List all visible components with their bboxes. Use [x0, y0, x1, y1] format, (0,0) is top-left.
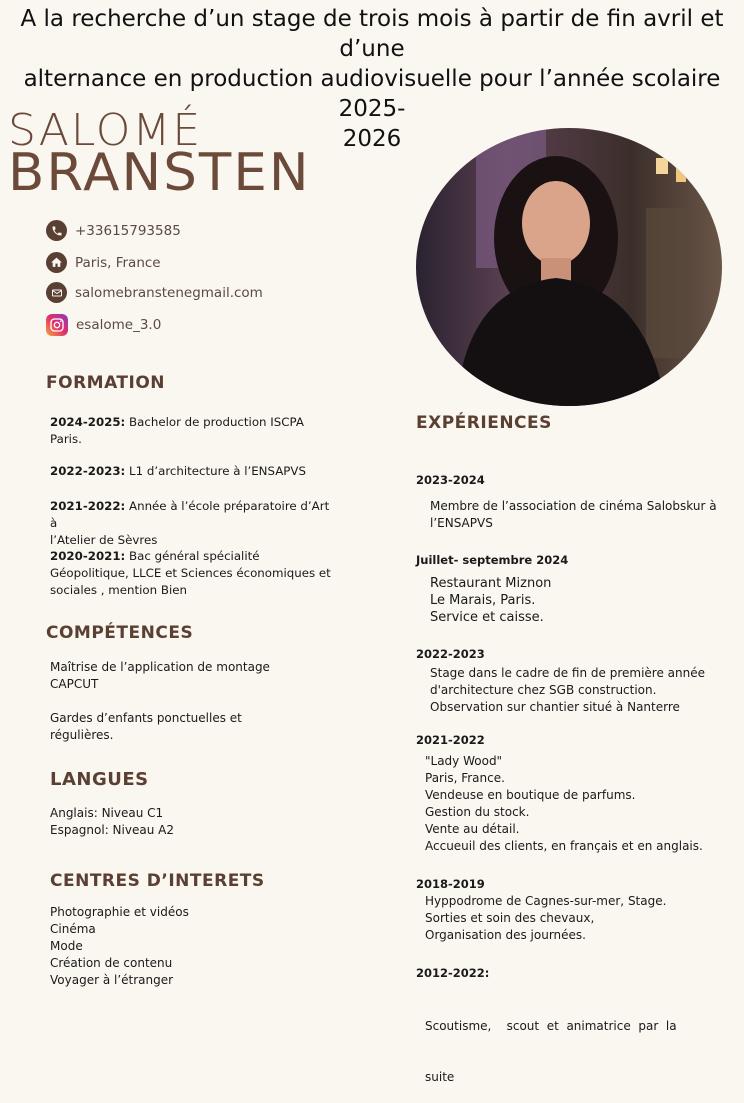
headline-line-3: 2026: [342, 126, 402, 152]
list-item: régulières.: [50, 728, 114, 742]
experience-line: suite: [425, 1070, 455, 1084]
experience-line: Vente au détail.: [425, 822, 520, 836]
experience-period: 2022-2023: [416, 647, 485, 661]
headline-line-2: alternance en production audiovisuelle pour l’année scolaire 2025-: [23, 66, 721, 122]
list-item: Gardes d’enfants ponctuelles et: [50, 711, 242, 725]
experience-line: Gestion du stock.: [425, 805, 530, 819]
instagram-icon: [46, 314, 68, 336]
formation-entry-3: [50, 498, 340, 549]
experience-line: Sorties et soin des chevaux,: [425, 911, 595, 925]
experience-line: d'architecture chez SGB construction.: [430, 683, 657, 697]
experience-period: 2018-2019: [416, 877, 485, 891]
langues-title: LANGUES: [50, 769, 149, 790]
experience-details: [430, 575, 551, 626]
interets-title: CENTRES D’INTERETS: [50, 871, 265, 891]
experience-line: Vendeuse en boutique de parfums.: [425, 788, 636, 802]
list-item: Voyager à l’étranger: [50, 973, 174, 987]
formation-text-line3: sociales , mention Bien: [50, 583, 187, 597]
mail-icon: [46, 282, 67, 303]
experience-line: Paris, France.: [425, 771, 505, 785]
instagram-text: esalome_3.0: [76, 317, 162, 333]
last-name: BRANSTEN: [8, 143, 311, 203]
list-item: Photographie et vidéos: [50, 905, 189, 919]
phone-text: +33615793585: [75, 222, 181, 239]
list-item: CAPCUT: [50, 677, 99, 691]
experience-line: Membre de l’association de cinéma Salobskur à: [430, 499, 717, 513]
formation-year: 2021-2022:: [50, 499, 126, 513]
experience-line: l’ENSAPVS: [430, 516, 493, 530]
formation-year: 2020-2021:: [50, 549, 126, 563]
list-item: Création de contenu: [50, 956, 173, 970]
formation-text: Bac général spécialité: [125, 549, 260, 563]
contact-email[interactable]: [46, 282, 263, 303]
phone-icon: [46, 220, 67, 241]
formation-year: 2022-2023:: [50, 464, 126, 478]
first-name: SALOMÉ: [8, 105, 203, 156]
experience-period: 2023-2024: [416, 473, 485, 487]
email-text: salomebranstenegmail.com: [75, 284, 263, 301]
experience-line: Observation sur chantier situé à Nanterre: [430, 700, 680, 714]
experience-line: Service et caisse.: [430, 610, 544, 625]
location-text: Paris, France: [75, 254, 161, 271]
interets-list: [50, 904, 189, 989]
langues-list: [50, 805, 174, 839]
experience-details: [425, 893, 725, 944]
formation-text: Année à l’école préparatoire d’Art à: [50, 499, 330, 530]
experience-period: Juillet- septembre 2024: [416, 553, 569, 567]
formation-entry-2: [50, 463, 340, 480]
formation-title: FORMATION: [46, 373, 166, 393]
experience-details: [430, 665, 730, 716]
experience-details: [425, 984, 725, 1103]
experience-line: "Lady Wood": [425, 754, 503, 768]
headline-line-1: A la recherche d’un stage de trois mois à partir de fin avril et d’une: [20, 6, 724, 62]
experience-line: Stage dans le cadre de fin de première année: [430, 666, 705, 680]
formation-entry-1: [50, 414, 340, 448]
home-icon: [46, 252, 67, 273]
profile-photo: [416, 128, 722, 406]
experience-details: [425, 753, 735, 855]
experiences-title: EXPÉRIENCES: [416, 413, 552, 433]
formation-entry-4: [50, 548, 350, 599]
list-item: Cinéma: [50, 922, 96, 936]
experience-line: Hyppodrome de Cagnes-sur-mer, Stage.: [425, 894, 667, 908]
experience-line: Le Marais, Paris.: [430, 593, 536, 608]
formation-text-line2: l’Atelier de Sèvres: [50, 533, 158, 547]
formation-text-line2: Paris.: [50, 432, 82, 446]
formation-text: Bachelor de production ISCPA: [125, 415, 304, 429]
experience-line: Restaurant Miznon: [430, 576, 552, 591]
experience-line: Scoutisme, scout et animatrice par la: [425, 1019, 677, 1033]
contact-phone[interactable]: [46, 220, 181, 241]
experience-line: Organisation des journées.: [425, 928, 586, 942]
experience-line: Accueuil des clients, en français et en anglais.: [425, 839, 703, 853]
formation-year: 2024-2025:: [50, 415, 126, 429]
competences-title: COMPÉTENCES: [46, 623, 194, 643]
experience-details: [430, 498, 730, 532]
list-item: Espagnol: Niveau A2: [50, 823, 174, 837]
formation-text-line2: Géopolitique, LLCE et Sciences économiques et: [50, 566, 331, 580]
list-item: Anglais: Niveau C1: [50, 806, 164, 820]
experience-period: 2021-2022: [416, 733, 485, 747]
competences-list: [50, 659, 310, 744]
experience-period: 2012-2022:: [416, 966, 490, 980]
contact-instagram[interactable]: [46, 314, 161, 336]
list-item: Mode: [50, 939, 83, 953]
contact-location: [46, 252, 161, 273]
list-item: Maîtrise de l’application de montage: [50, 660, 270, 674]
formation-text: L1 d’architecture à l’ENSAPVS: [125, 464, 306, 478]
